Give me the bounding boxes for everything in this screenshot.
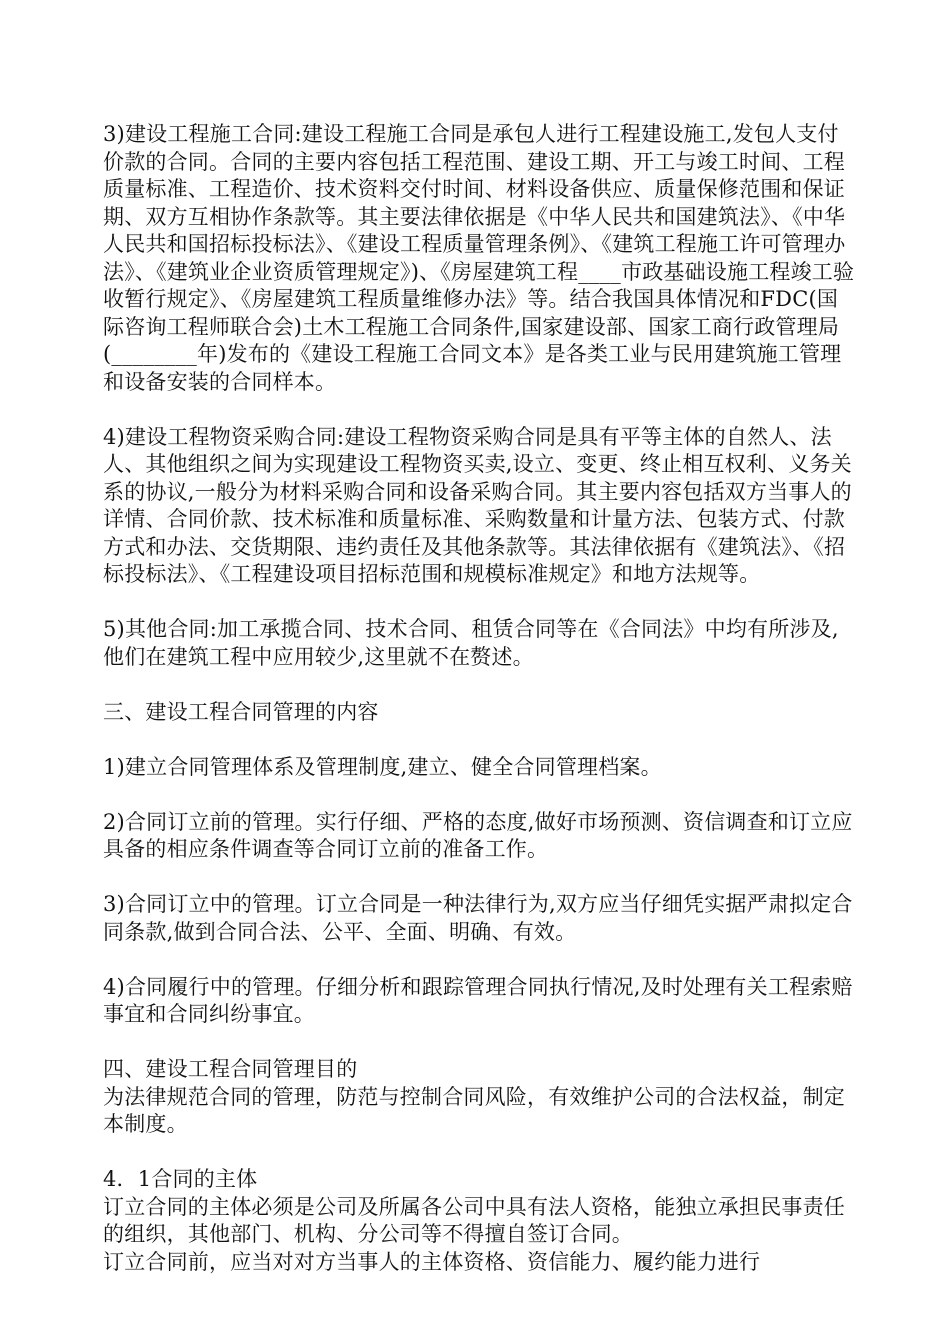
- paragraph-management-purpose: 为法律规范合同的管理，防范与控制合同风险，有效维护公司的合法权益，制定本制度。: [103, 1084, 845, 1136]
- paragraph-contract-subject-requirements: 订立合同的主体必须是公司及所属各公司中具有法人资格，能独立承担民事责任的组织，其他部门、机构、分公司等不得擅自签订合同。: [103, 1194, 845, 1246]
- paragraph-performance-management: 4)合同履行中的管理。仔细分析和跟踪管理合同执行情况,及时处理有关工程索赔事宜和合同纠纷事宜。: [103, 974, 853, 1026]
- paragraph-pre-signing-management: 2)合同订立前的管理。实行仔细、严格的态度,做好市场预测、资信调查和订立应具备的相应条件调查等合同订立前的准备工作。: [103, 809, 853, 861]
- paragraph-construction-contract: 3)建设工程施工合同:建设工程施工合同是承包人进行工程建设施工,发包人支付价款的合同。合同的主要内容包括工程范围、建设工期、开工与竣工时间、工程质量标准、工程造价、技术资料交付时间、材料设备供应、质量保修范围和保证期、双方互相协作条款等。其主要法律依据是《中华人民共和国建筑法》、《中华人民共和国招标投标法》、《建设工程质量管理条例》、《建筑工程施工许可管理办法》、《建筑业企业资质管理规定》)、《房屋建筑工程____市政基础设施工程竣工验收暂行规定》、《房屋建筑工程质量维修办法》等。结合我国具体情况和FDC(国际咨询工程师联合会)土木工程施工合同条件,国家建设部、国家工商行政管理局(________年)发布的《建设工程施工合同文本》是各类工业与民用建筑施工管理和设备安装的合同样本。: [103, 122, 855, 394]
- subsection-heading-contract-subject: 4．1合同的主体: [103, 1167, 258, 1191]
- section-heading-management-content: 三、建设工程合同管理的内容: [103, 699, 379, 724]
- document-body: [103, 121, 855, 1276]
- paragraph-other-contracts: 5)其他合同:加工承揽合同、技术合同、租赁合同等在《合同法》中均有所涉及,他们在建筑工程中应用较少,这里就不在赘述。: [103, 617, 839, 669]
- paragraph-material-procurement-contract: 4)建设工程物资采购合同:建设工程物资采购合同是具有平等主体的自然人、法人、其他组织之间为实现建设工程物资买卖,设立、变更、终止相互权利、义务关系的协议,一般分为材料采购合同和设备采购合同。其主要内容包括双方当事人的详情、合同价款、技术标准和质量标准、采购数量和计量方法、包装方式、付款方式和办法、交货期限、违约责任及其他条款等。其法律依据有《建筑法》、《招标投标法》、《工程建设项目招标范围和规模标准规定》和地方法规等。: [103, 424, 852, 586]
- paragraph-signing-management: 3)合同订立中的管理。订立合同是一种法律行为,双方应当仔细凭实据严肃拟定合同条款,做到合同合法、公平、全面、明确、有效。: [103, 892, 853, 944]
- section-heading-management-purpose: 四、建设工程合同管理目的: [103, 1057, 358, 1081]
- paragraph-management-system: 1)建立合同管理体系及管理制度,建立、健全合同管理档案。: [103, 754, 662, 779]
- paragraph-pre-signing-review: 订立合同前，应当对对方当事人的主体资格、资信能力、履约能力进行: [103, 1249, 761, 1274]
